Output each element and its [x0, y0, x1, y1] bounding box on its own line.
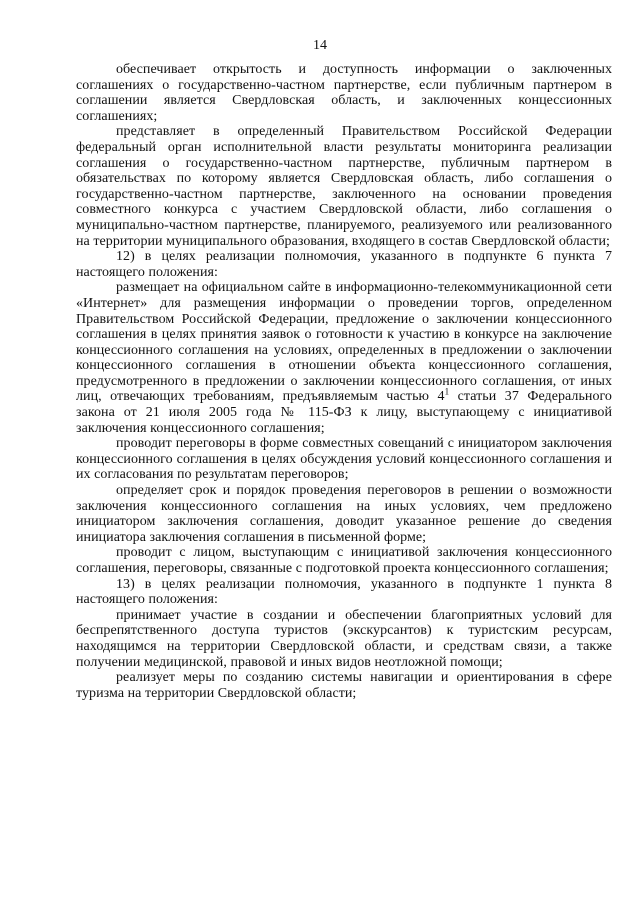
paragraph-initiator-talks: проводит с лицом, выступающим с инициативой заключения концессионного соглашения, переговоры, связанные с подготовкой проекта концессионного соглашения;	[76, 545, 612, 576]
paragraph-navigation-system: реализует меры по созданию системы навигации и ориентирования в сфере туризма на территории Свердловской области;	[76, 670, 612, 701]
paragraph-item-13: 13) в целях реализации полномочия, указанного в подпункте 1 пункта 8 настоящего положения:	[76, 576, 612, 608]
page-number: 14	[313, 38, 327, 53]
paragraph-negotiations: проводит переговоры в форме совместных совещаний с инициатором заключения концессионного соглашения в целях обсуждения условий концессионного соглашения и их согласования по результатам переговоров;	[76, 436, 612, 483]
paragraph-transparency: обеспечивает открытость и доступность информации о заключенных соглашениях о государственно-частном партнерстве, если публичным партнером в соглашении является Свердловская область, и заключенных концессионных соглашениях;	[76, 62, 612, 124]
superscript-marker: 1	[444, 386, 450, 397]
paragraph-posting-proposal-text: размещает на официальном сайте в информационно-телекоммуникационной сети «Интернет» для размещения информации о проведении торгов, определенном Правительством Российской Федерации, предложение о заключении концессионного соглашения в целях принятия заявок о готовности к участию в конкурсе на заключение концессионного соглашения на условиях, определенных в предложении о заключении концессионного соглашения в отношении объекта концессионного соглашения, предусмотренного в предложении о заключении концессионного соглашения, от иных лиц, отвечающих требованиям, предъявляемым частью 4	[76, 280, 612, 405]
paragraph-posting-proposal-tail: статьи 37 Федерального закона от 21 июля 2005 года № 115-ФЗ к лицу, выступающему с инициативой заключения концессионного соглашения;	[76, 389, 612, 436]
paragraph-negotiation-terms: определяет срок и порядок проведения переговоров в решении о возможности заключения концессионного соглашения на иных условиях, чем предложено инициатором заключения соглашения, доводит указанное решение до сведения инициатора заключения соглашения в письменной форме;	[76, 483, 612, 545]
paragraph-item-12: 12) в целях реализации полномочия, указанного в подпункте 6 пункта 7 настоящего положения:	[76, 249, 612, 280]
paragraph-posting-proposal	[76, 280, 612, 436]
document-body	[76, 62, 612, 701]
paragraph-monitoring: представляет в определенный Правительством Российской Федерации федеральный орган исполнительной власти результаты мониторинга реализации соглашения о государственно-частном партнерстве, публичным партнером в обязательствах по которому является Свердловская область, либо соглашения о государственно-частном партнерстве, заключенного на основании проведения совместного конкурса с участием Свердловской области, либо соглашения о муниципально-частном партнерстве, планируемого, реализуемого или реализованного на территории муниципального образования, входящего в состав Свердловской области;	[76, 124, 612, 249]
paragraph-tourist-access: принимает участие в создании и обеспечении благоприятных условий для беспрепятственного доступа туристов (экскурсантов) к туристским ресурсам, находящимся на территории Свердловской области, и средствам связи, а также получении медицинской, правовой и иных видов неотложной помощи;	[76, 607, 612, 670]
